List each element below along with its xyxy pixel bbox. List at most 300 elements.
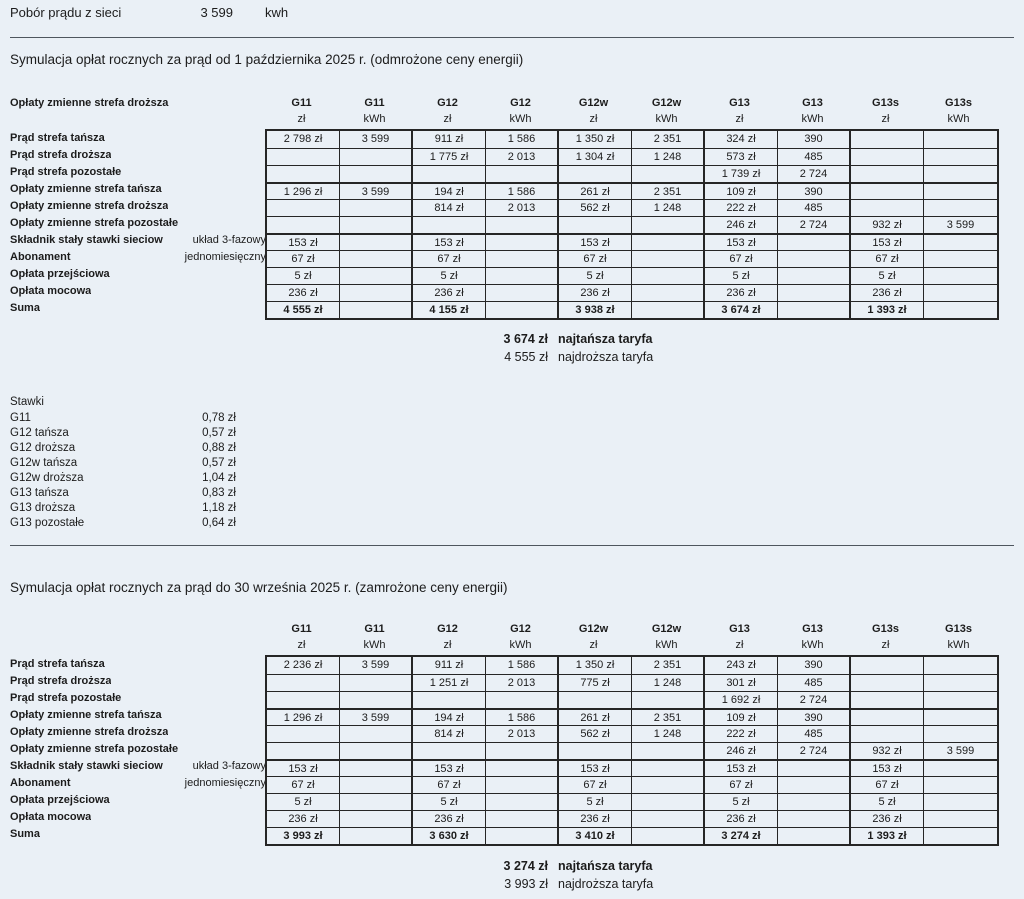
section-title-frozen: Symulacja opłat rocznych za prąd do 30 września 2025 r. (zamrożone ceny energii) [10, 580, 508, 595]
value-cell: 485 [778, 674, 851, 691]
value-cell [486, 216, 559, 233]
value-cell: 67 zł [559, 250, 632, 267]
value-cell: 3 599 [340, 182, 413, 199]
rate-value: 0,57 zł [202, 427, 236, 439]
value-cell: 153 zł [851, 759, 924, 776]
value-cell [924, 674, 997, 691]
value-cell [851, 725, 924, 742]
value-cell: 1 350 zł [559, 131, 632, 148]
value-cell: 236 zł [413, 810, 486, 827]
unit-header: zł [589, 113, 598, 125]
intake-value: 3 599 [200, 5, 233, 20]
value-cell [413, 216, 486, 233]
rate-value: 0,57 zł [202, 457, 236, 469]
row-label: Opłaty zmienne strefa droższa [10, 726, 169, 738]
table-row-label [10, 249, 266, 266]
value-cell [851, 691, 924, 708]
value-cell: 1 296 zł [267, 708, 340, 725]
value-cell [340, 725, 413, 742]
rate-item [10, 486, 236, 501]
value-cell: 5 zł [559, 793, 632, 810]
table-row-label [10, 724, 266, 741]
column-header-g13s: G13s [872, 97, 899, 109]
value-cell: 109 zł [705, 708, 778, 725]
column-header-g12: G12 [510, 97, 531, 109]
value-cell [778, 250, 851, 267]
rate-value: 1,18 zł [202, 502, 236, 514]
value-cell [778, 284, 851, 301]
unit-header: zł [297, 639, 306, 651]
value-cell [924, 725, 997, 742]
value-cell [924, 708, 997, 725]
value-cell: 1 248 [632, 674, 705, 691]
unit-header: zł [735, 113, 744, 125]
value-cell: 2 798 zł [267, 131, 340, 148]
value-cell [340, 267, 413, 284]
value-cell [340, 148, 413, 165]
tariff-table-unfrozen [0, 95, 1024, 327]
value-cell: 67 zł [851, 776, 924, 793]
value-cell: 2 013 [486, 199, 559, 216]
value-cell: 2 013 [486, 725, 559, 742]
value-cell [924, 165, 997, 182]
row-labels-column [10, 130, 266, 317]
table-row-label [10, 809, 266, 826]
value-cell [778, 793, 851, 810]
value-cell: 67 zł [705, 250, 778, 267]
value-cell [778, 233, 851, 250]
column-header-g13s: G13s [945, 97, 972, 109]
rate-value: 0,64 zł [202, 517, 236, 529]
row-label: Opłaty zmienne strefa tańsza [10, 183, 162, 195]
table-row-label [10, 707, 266, 724]
value-cell: 1 296 zł [267, 182, 340, 199]
value-cell [924, 148, 997, 165]
column-header-g12w: G12w [651, 623, 682, 635]
value-cell: 153 zł [267, 759, 340, 776]
rate-item [10, 441, 236, 456]
value-cell [924, 810, 997, 827]
value-cell [340, 165, 413, 182]
rates-list [10, 394, 236, 531]
value-cell [559, 165, 632, 182]
value-cell [924, 759, 997, 776]
value-cell: 1 739 zł [705, 165, 778, 182]
sum-cell: 1 393 zł [851, 827, 924, 844]
column-header-g12w: G12w [651, 97, 682, 109]
sum-cell [486, 301, 559, 318]
value-cell: 153 zł [413, 233, 486, 250]
value-cell: 153 zł [559, 233, 632, 250]
value-cell [340, 674, 413, 691]
row-label: Opłaty zmienne strefa droższa [10, 200, 169, 212]
column-header-g11: G11 [364, 623, 385, 635]
value-cell [486, 776, 559, 793]
unit-header: zł [297, 113, 306, 125]
row-label: Prąd strefa pozostałe [10, 692, 122, 704]
value-cell [778, 759, 851, 776]
value-cell: 194 zł [413, 708, 486, 725]
value-cell: 301 zł [705, 674, 778, 691]
intake-label: Pobór prądu z sieci [10, 5, 122, 20]
rate-item [10, 456, 236, 471]
unit-header: kWh [363, 639, 386, 651]
summary-line-most-expensive [0, 877, 1024, 894]
value-cell: 3 599 [340, 131, 413, 148]
unit-header: kWh [947, 639, 970, 651]
table-row-label [10, 673, 266, 690]
column-header-g12: G12 [437, 623, 458, 635]
summary-value: 3 274 zł [503, 859, 548, 873]
value-cell [632, 691, 705, 708]
row-annotation: jednomiesięczny [184, 251, 266, 263]
unit-header: kWh [801, 113, 824, 125]
row-label: Abonament [10, 251, 71, 263]
value-cell: 153 zł [851, 233, 924, 250]
row-label: Opłata przejściowa [10, 268, 110, 280]
value-cell [340, 742, 413, 759]
value-cell [413, 742, 486, 759]
tariff-header-row [265, 621, 995, 638]
table-row-label [10, 656, 266, 673]
value-cell [340, 776, 413, 793]
rate-item [10, 501, 236, 516]
value-cell: 67 zł [705, 776, 778, 793]
value-cell [778, 810, 851, 827]
summary-value: 4 555 zł [504, 350, 548, 364]
sum-cell [340, 827, 413, 844]
rate-item [10, 426, 236, 441]
table-row-label [10, 826, 266, 843]
summary-label: najtańsza taryfa [558, 332, 653, 346]
row-label: Opłaty zmienne strefa tańsza [10, 709, 162, 721]
value-cell: 485 [778, 725, 851, 742]
value-cell: 2 013 [486, 148, 559, 165]
value-cell: 236 zł [413, 284, 486, 301]
unit-header: zł [881, 639, 890, 651]
sum-cell: 4 555 zł [267, 301, 340, 318]
value-cell: 5 zł [267, 793, 340, 810]
sum-cell [632, 827, 705, 844]
value-cell [778, 267, 851, 284]
value-cell: 236 zł [267, 284, 340, 301]
unit-header: zł [589, 639, 598, 651]
sum-cell: 3 630 zł [413, 827, 486, 844]
value-cell: 236 zł [705, 810, 778, 827]
rate-label: G13 tańsza [10, 487, 69, 499]
value-cell: 67 zł [267, 250, 340, 267]
value-cell [486, 793, 559, 810]
value-cell [924, 131, 997, 148]
value-cell: 2 351 [632, 657, 705, 674]
value-cell: 2 013 [486, 674, 559, 691]
value-cell: 236 zł [267, 810, 340, 827]
column-header-g11: G11 [291, 623, 312, 635]
unit-header: kWh [801, 639, 824, 651]
value-cell [778, 776, 851, 793]
value-cell: 390 [778, 182, 851, 199]
value-cell [851, 148, 924, 165]
value-cell: 243 zł [705, 657, 778, 674]
value-cell: 1 586 [486, 131, 559, 148]
row-label: Abonament [10, 777, 71, 789]
rate-value: 0,83 zł [202, 487, 236, 499]
value-cell [486, 233, 559, 250]
value-cell [851, 708, 924, 725]
value-cell [924, 776, 997, 793]
value-cell [632, 742, 705, 759]
table-row-label [10, 758, 266, 775]
value-cell [340, 793, 413, 810]
value-cell: 1 586 [486, 657, 559, 674]
rate-value: 0,88 zł [202, 442, 236, 454]
value-cell [486, 165, 559, 182]
value-cell: 67 zł [851, 250, 924, 267]
value-cell: 2 351 [632, 182, 705, 199]
value-cell: 390 [778, 708, 851, 725]
value-cell: 246 zł [705, 216, 778, 233]
tariff-table-frozen [0, 621, 1024, 853]
rate-value: 1,04 zł [202, 472, 236, 484]
table-row-label [10, 130, 266, 147]
row-annotation: jednomiesięczny [184, 777, 266, 789]
sum-cell: 3 674 zł [705, 301, 778, 318]
value-cell [559, 216, 632, 233]
sum-cell [924, 301, 997, 318]
value-cell: 236 zł [851, 284, 924, 301]
value-cell [924, 267, 997, 284]
column-header-g13s: G13s [872, 623, 899, 635]
sum-cell: 4 155 zł [413, 301, 486, 318]
table-row-label [10, 690, 266, 707]
tariff-header-row [265, 95, 995, 112]
unit-header-row [265, 637, 995, 654]
value-cell: 1 350 zł [559, 657, 632, 674]
value-cell: 222 zł [705, 725, 778, 742]
value-cell [340, 284, 413, 301]
value-cell: 2 724 [778, 742, 851, 759]
table-row-label [10, 266, 266, 283]
value-cell: 236 zł [851, 810, 924, 827]
column-header-g12w: G12w [578, 623, 609, 635]
value-cell: 3 599 [340, 708, 413, 725]
unit-header: zł [443, 113, 452, 125]
intake-unit: kwh [265, 5, 289, 20]
value-cell: 261 zł [559, 182, 632, 199]
value-cell [340, 691, 413, 708]
value-cell [267, 216, 340, 233]
value-cell: 194 zł [413, 182, 486, 199]
value-cell [632, 250, 705, 267]
value-cell [632, 810, 705, 827]
value-cell [851, 674, 924, 691]
value-cell: 2 236 zł [267, 657, 340, 674]
sum-cell: 3 938 zł [559, 301, 632, 318]
column-header-g12w: G12w [578, 97, 609, 109]
rate-item [10, 411, 236, 426]
value-cell [413, 691, 486, 708]
row-label: Suma [10, 828, 40, 840]
value-cell [632, 776, 705, 793]
value-cell [924, 793, 997, 810]
value-cell [486, 691, 559, 708]
value-cell [851, 165, 924, 182]
value-cell [851, 182, 924, 199]
value-cell: 236 zł [559, 810, 632, 827]
table-row-label [10, 198, 266, 215]
row-label: Suma [10, 302, 40, 314]
value-cell [486, 810, 559, 827]
unit-header: kWh [655, 639, 678, 651]
value-cell: 236 zł [559, 284, 632, 301]
column-header-g13: G13 [802, 623, 823, 635]
value-cell: 932 zł [851, 216, 924, 233]
value-cell [340, 199, 413, 216]
column-header-g11: G11 [291, 97, 312, 109]
value-cell [486, 284, 559, 301]
value-cell [486, 267, 559, 284]
value-cell [413, 165, 486, 182]
value-cell: 814 zł [413, 725, 486, 742]
value-cell: 390 [778, 657, 851, 674]
unit-header: kWh [509, 639, 532, 651]
value-cell [632, 793, 705, 810]
value-cell: 485 [778, 148, 851, 165]
value-cell [267, 165, 340, 182]
value-cell [267, 691, 340, 708]
value-cell: 5 zł [267, 267, 340, 284]
row-label: Prąd strefa tańsza [10, 658, 105, 670]
unit-header-row [265, 111, 995, 128]
value-cell [486, 759, 559, 776]
value-cell [924, 284, 997, 301]
rate-label: G12 tańsza [10, 427, 69, 439]
value-cell [924, 182, 997, 199]
value-cell: 932 zł [851, 742, 924, 759]
value-cell: 390 [778, 131, 851, 148]
rate-label: G11 [10, 412, 31, 424]
table-row-label [10, 792, 266, 809]
value-cell: 1 775 zł [413, 148, 486, 165]
summary-label: najdroższa taryfa [558, 350, 654, 364]
table-row-label [10, 283, 266, 300]
unit-header: kWh [655, 113, 678, 125]
value-cell: 153 zł [559, 759, 632, 776]
values-grid [265, 129, 999, 320]
value-cell [632, 216, 705, 233]
value-cell: 2 724 [778, 165, 851, 182]
sum-cell: 1 393 zł [851, 301, 924, 318]
value-cell: 1 248 [632, 148, 705, 165]
value-cell [486, 742, 559, 759]
value-cell [924, 233, 997, 250]
value-cell: 3 599 [924, 742, 997, 759]
value-cell [924, 657, 997, 674]
value-cell: 67 zł [267, 776, 340, 793]
table-row-label [10, 147, 266, 164]
value-cell [632, 267, 705, 284]
values-grid [265, 655, 999, 846]
table-row-label [10, 232, 266, 249]
value-cell [340, 216, 413, 233]
value-cell: 775 zł [559, 674, 632, 691]
value-cell [632, 284, 705, 301]
value-cell: 5 zł [705, 267, 778, 284]
summary-label: najtańsza taryfa [558, 859, 653, 873]
row-labels-column [10, 656, 266, 843]
value-cell: 1 586 [486, 182, 559, 199]
value-cell: 2 724 [778, 691, 851, 708]
unit-header: zł [881, 113, 890, 125]
rates-title: Stawki [10, 396, 44, 408]
value-cell: 67 zł [413, 776, 486, 793]
value-cell [267, 674, 340, 691]
unit-header: kWh [509, 113, 532, 125]
column-header-g12: G12 [437, 97, 458, 109]
rate-item [10, 516, 236, 531]
value-cell [632, 233, 705, 250]
unit-header: kWh [363, 113, 386, 125]
value-cell: 573 zł [705, 148, 778, 165]
rate-label: G12w droższa [10, 472, 84, 484]
value-cell [632, 759, 705, 776]
row-annotation: układ 3-fazowy [192, 760, 266, 772]
value-cell [632, 165, 705, 182]
sum-cell [778, 301, 851, 318]
value-cell [486, 250, 559, 267]
value-cell: 246 zł [705, 742, 778, 759]
value-cell: 911 zł [413, 131, 486, 148]
unit-header: zł [443, 639, 452, 651]
value-cell: 3 599 [340, 657, 413, 674]
value-cell: 814 zł [413, 199, 486, 216]
value-cell: 562 zł [559, 199, 632, 216]
value-cell: 3 599 [924, 216, 997, 233]
row-label: Prąd strefa droższa [10, 149, 112, 161]
value-cell [340, 810, 413, 827]
row-annotation: układ 3-fazowy [192, 234, 266, 246]
value-cell: 5 zł [413, 267, 486, 284]
rate-label: G13 pozostałe [10, 517, 85, 529]
table-row-label [10, 164, 266, 181]
value-cell: 67 zł [413, 250, 486, 267]
column-header-g13: G13 [729, 623, 750, 635]
rate-label: G12 droższa [10, 442, 76, 454]
value-cell: 2 351 [632, 131, 705, 148]
rates-items [10, 411, 236, 531]
value-cell [267, 725, 340, 742]
rate-item [10, 471, 236, 486]
value-cell: 5 zł [413, 793, 486, 810]
row-label: Opłata przejściowa [10, 794, 110, 806]
table-row-label [10, 775, 266, 792]
column-header-g13: G13 [729, 97, 750, 109]
sum-cell: 3 274 zł [705, 827, 778, 844]
column-header-g11: G11 [364, 97, 385, 109]
unit-header: kWh [947, 113, 970, 125]
summary-line-most-expensive [0, 350, 1024, 367]
value-cell: 1 251 zł [413, 674, 486, 691]
value-cell [559, 742, 632, 759]
value-cell: 2 724 [778, 216, 851, 233]
value-cell [267, 148, 340, 165]
divider [10, 545, 1014, 546]
value-cell: 261 zł [559, 708, 632, 725]
table-row-label [10, 300, 266, 317]
value-cell: 1 248 [632, 725, 705, 742]
value-cell: 153 zł [413, 759, 486, 776]
sum-cell [486, 827, 559, 844]
